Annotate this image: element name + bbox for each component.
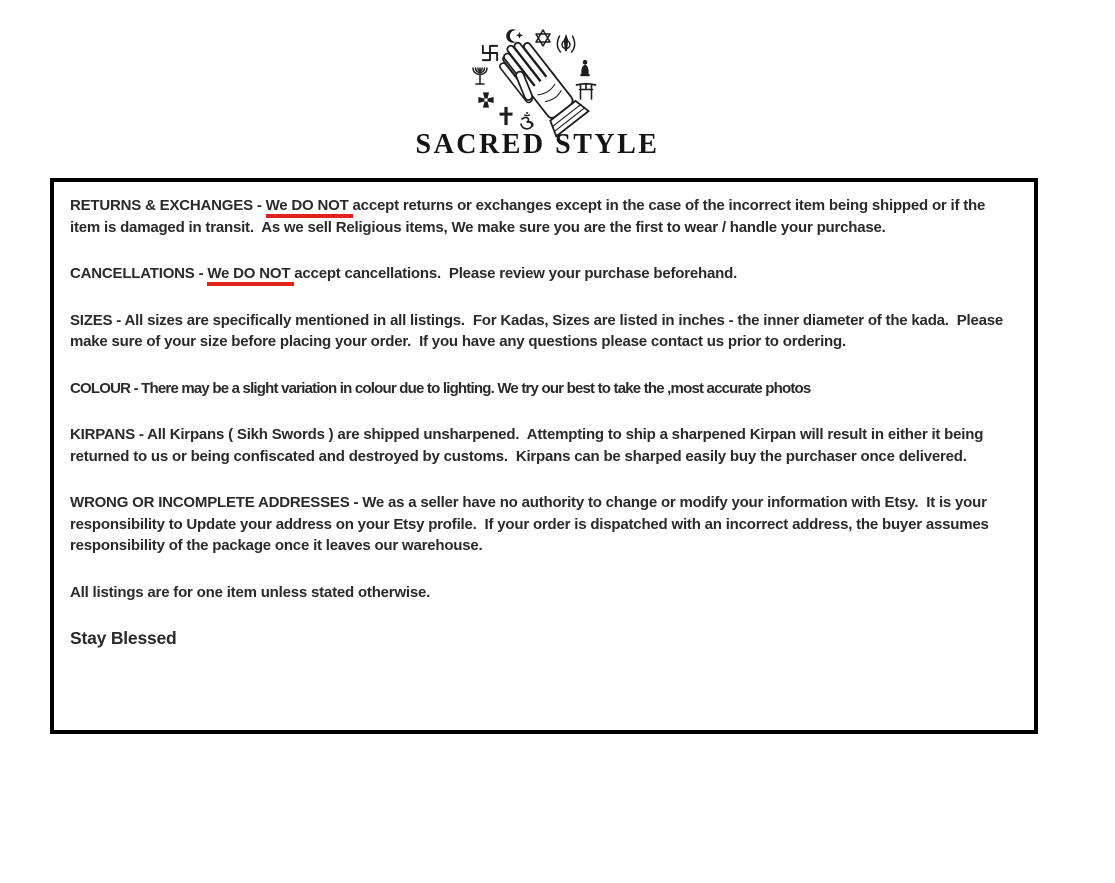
menorah-icon — [473, 68, 487, 84]
policy-heading-addresses: WRONG OR INCOMPLETE ADDRESSES - — [70, 494, 363, 511]
om-icon — [521, 112, 533, 129]
policy-paragraph-sizes — [70, 310, 1018, 353]
praying-hands-logo — [428, 12, 672, 138]
policy-paragraph-returns — [70, 195, 1018, 238]
policy-text-single-item-note: All listings are for one item unless stated otherwise. — [70, 583, 431, 601]
policy-text-addresses: We as a seller have no authority to change or modify your information with Etsy. It is your responsibility to Update your address on your Etsy profile. If your order is dispatched with an incorrect address, the buyer assumes responsibility of the package once it leaves our warehouse. — [70, 494, 993, 554]
policy-heading-colour: COLOUR - — [70, 379, 142, 397]
policy-paragraph-kirpans — [70, 424, 1018, 467]
policy-paragraph-addresses — [70, 492, 1018, 557]
policy-text-sizes: All sizes are specifically mentioned in all listings. For Kadas, Sizes are listed in inches - the inner diameter of the kada. Please make sure of your size before placing your order. If you have any questions please contact us prior to ordering. — [70, 311, 1008, 350]
policy-heading-returns: RETURNS & EXCHANGES - — [70, 197, 266, 214]
swastika-icon — [483, 46, 497, 60]
torii-gate-icon — [577, 84, 596, 99]
latin-cross-icon — [500, 107, 513, 125]
cross-pattee-icon — [478, 92, 493, 107]
policy-text-cancellations: accept cancellations. Please review your purchase beforehand. — [294, 265, 738, 282]
policy-heading-sizes: SIZES - — [70, 311, 125, 329]
brand-name: SACRED STYLE — [415, 129, 660, 160]
policy-paragraph-cancellations — [70, 263, 1018, 285]
khanda-icon — [557, 34, 574, 52]
policy-text-returns: accept returns or exchanges except in the case of the incorrect item being shipped or if the item is damaged in transit. As we sell Religious items, We make sure you are the first to wear / handle your purchase. — [70, 197, 990, 236]
policy-text-colour: There may be a slight variation in colour due to lighting. We try our best to take the ,most accurate photos — [141, 379, 811, 397]
red-underlined-we-do-not: We DO NOT — [207, 265, 294, 286]
policy-box — [50, 178, 1038, 734]
policy-paragraph-colour — [70, 378, 1018, 400]
buddha-statue-icon — [580, 60, 589, 76]
policy-paragraph-single-item-note — [70, 582, 1018, 604]
signoff-text: Stay Blessed — [70, 628, 177, 648]
star-of-david-icon — [536, 30, 550, 46]
policy-signoff — [70, 628, 1018, 650]
crescent-and-star-icon — [506, 29, 523, 43]
policy-heading-cancellations: CANCELLATIONS - — [70, 265, 208, 282]
red-underlined-we-do-not: We DO NOT — [266, 197, 353, 218]
policy-heading-kirpans: KIRPANS - — [70, 426, 148, 443]
policy-text-kirpans: All Kirpans ( Sikh Swords ) are shipped unsharpened. Attempting to ship a sharpened Kirpan will result in either it being returned to us or being confiscated and destroyed by customs. Kirpans can be sharped easily buy the purchaser once delivered. — [70, 426, 988, 465]
